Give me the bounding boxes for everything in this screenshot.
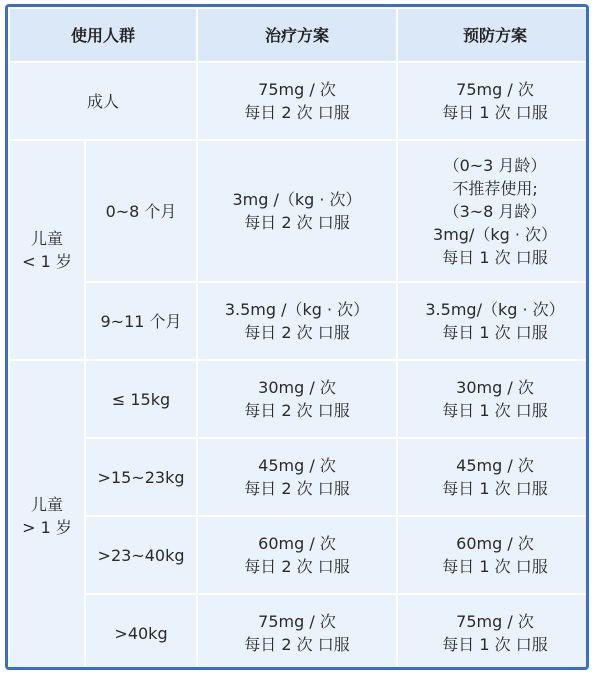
- prevention-cell: [397, 438, 589, 516]
- cell-line: （0~3 月龄）: [443, 155, 547, 175]
- treatment-cell: [197, 360, 397, 438]
- prevention-cell: [397, 594, 589, 670]
- cell-line: 30mg / 次: [258, 378, 336, 397]
- treatment-cell: [197, 594, 397, 670]
- cell-line: 45mg / 次: [258, 456, 336, 475]
- treatment-cell: [197, 516, 397, 594]
- group-label-line: < 1 岁: [22, 252, 72, 271]
- cell-line: 3mg/（kg · 次）: [433, 224, 558, 244]
- cell-line: 每日 1 次 口服: [442, 247, 548, 267]
- weight-cell: ≤ 15kg: [85, 360, 197, 438]
- weight-cell: >15~23kg: [85, 438, 197, 516]
- age-cell: 9~11 个月: [85, 282, 197, 360]
- cell-line: 3mg /（kg · 次）: [232, 190, 362, 209]
- cell-line: 75mg / 次: [456, 612, 534, 631]
- table-row-weight-15: [9, 360, 589, 438]
- treatment-cell: [197, 282, 397, 360]
- cell-line: 每日 2 次 口服: [244, 213, 350, 232]
- cell-line: 每日 2 次 口服: [244, 479, 350, 498]
- cell-line: （3~8 月龄）: [443, 201, 547, 221]
- cell-line: 不推荐使用;: [452, 178, 538, 198]
- cell-line: 30mg / 次: [456, 378, 534, 397]
- cell-line: 每日 1 次 口服: [442, 103, 548, 122]
- group-label-child-over-1: [9, 360, 85, 670]
- cell-line: 每日 1 次 口服: [442, 557, 548, 576]
- cell-line: 每日 1 次 口服: [442, 479, 548, 498]
- cell-line: 每日 2 次 口服: [244, 323, 350, 342]
- group-label-line: 儿童: [30, 495, 63, 514]
- adult-treatment-cell: [197, 62, 397, 140]
- cell-line: 每日 2 次 口服: [244, 557, 350, 576]
- age-cell: 0~8 个月: [85, 140, 197, 282]
- cell-line: 75mg / 次: [456, 80, 534, 99]
- cell-line: 45mg / 次: [456, 456, 534, 475]
- group-label-line: > 1 岁: [22, 518, 72, 537]
- cell-line: 75mg / 次: [258, 612, 336, 631]
- cell-line: 3.5mg /（kg · 次）: [224, 300, 370, 319]
- prevention-cell: [397, 516, 589, 594]
- dosage-table-card: [5, 4, 589, 670]
- group-label-line: 儿童: [30, 229, 63, 248]
- treatment-cell: [197, 438, 397, 516]
- table-row-adult: [9, 62, 589, 140]
- dosage-table: [8, 7, 589, 670]
- cell-line: 每日 1 次 口服: [442, 401, 548, 420]
- cell-line: 75mg / 次: [258, 80, 336, 99]
- header-treatment: 治疗方案: [197, 8, 397, 62]
- table-row-weight-15-23: [9, 438, 589, 516]
- header-prevention: 预防方案: [397, 8, 589, 62]
- prevention-cell: [397, 360, 589, 438]
- prevention-cell: [397, 282, 589, 360]
- table-row-weight-40: [9, 594, 589, 670]
- table-row-weight-23-40: [9, 516, 589, 594]
- cell-line: 每日 2 次 口服: [244, 401, 350, 420]
- cell-line: 60mg / 次: [456, 534, 534, 553]
- table-header-row: [9, 8, 589, 62]
- group-label-adult: 成人: [9, 62, 197, 140]
- table-row-0-8-months: [9, 140, 589, 282]
- weight-cell: >40kg: [85, 594, 197, 670]
- cell-line: 每日 1 次 口服: [442, 635, 548, 654]
- group-label-child-under-1: [9, 140, 85, 360]
- cell-line: 每日 2 次 口服: [244, 635, 350, 654]
- cell-line: 60mg / 次: [258, 534, 336, 553]
- cell-line: 每日 2 次 口服: [244, 103, 350, 122]
- cell-line: 每日 1 次 口服: [442, 323, 548, 342]
- cell-line: 3.5mg/（kg · 次）: [425, 300, 565, 319]
- table-row-9-11-months: [9, 282, 589, 360]
- weight-cell: >23~40kg: [85, 516, 197, 594]
- header-group: 使用人群: [9, 8, 197, 62]
- treatment-cell: [197, 140, 397, 282]
- prevention-cell: [397, 140, 589, 282]
- adult-prevention-cell: [397, 62, 589, 140]
